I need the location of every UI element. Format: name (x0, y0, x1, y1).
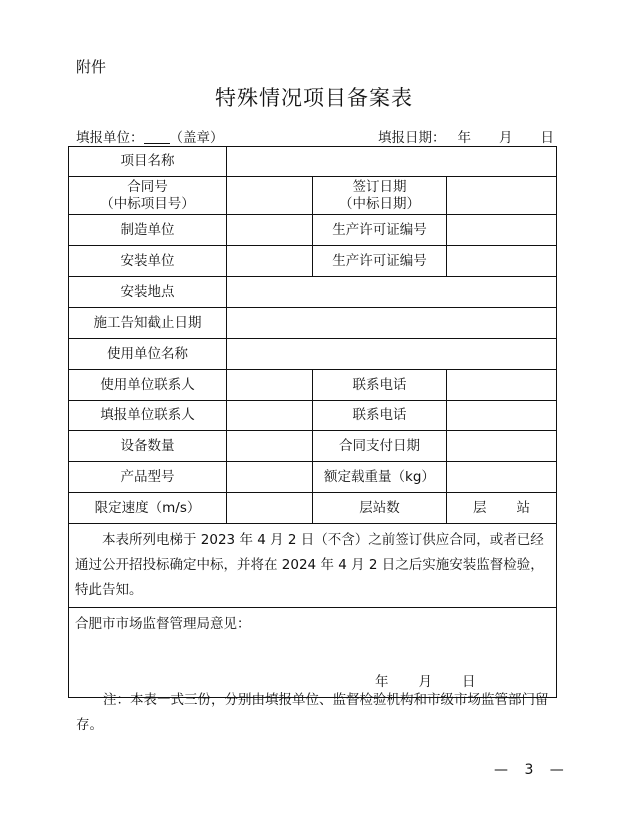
field-floor-stops[interactable] (447, 493, 557, 524)
page-number: — 3 — (494, 762, 570, 778)
label-sign-date-main: 签订日期 (352, 178, 407, 195)
label-sign-date (313, 177, 447, 215)
field-contract-no[interactable] (227, 177, 313, 215)
label-contract-no-sub: （中标项目号） (100, 195, 195, 212)
label-phone-1: 联系电话 (313, 370, 447, 401)
field-user-unit[interactable] (227, 339, 557, 370)
label-reporter-contact: 填报单位联系人 (69, 401, 227, 431)
label-rated-speed: 限定速度（m/s） (69, 493, 227, 524)
reporting-unit-label: 填报单位： (76, 130, 144, 146)
field-sign-date[interactable] (447, 177, 557, 215)
label-notice-deadline: 施工告知截止日期 (69, 308, 227, 339)
label-license-no-2: 生产许可证编号 (313, 246, 447, 277)
opinion-day: 日 (462, 674, 476, 690)
filing-form-table (68, 146, 557, 698)
opinion-month: 月 (418, 674, 432, 690)
stamp-label: （盖章） (169, 130, 224, 146)
label-contract-no-main: 合同号 (127, 178, 168, 195)
field-install-location[interactable] (227, 277, 557, 308)
label-payment-date: 合同支付日期 (313, 431, 447, 462)
label-product-model: 产品型号 (69, 462, 227, 493)
label-installer: 安装单位 (69, 246, 227, 277)
row-contract (69, 177, 557, 215)
opinion-label: 合肥市市场监督管理局意见： (75, 616, 251, 632)
row-manufacturer (69, 215, 557, 246)
label-license-no-1: 生产许可证编号 (313, 215, 447, 246)
row-notice-deadline (69, 308, 557, 339)
field-license-no-1[interactable] (447, 215, 557, 246)
row-user-unit (69, 339, 557, 370)
field-reporter-contact[interactable] (227, 401, 313, 431)
field-product-model[interactable] (227, 462, 313, 493)
date-year: 年 (457, 130, 471, 146)
field-license-no-2[interactable] (447, 246, 557, 277)
footnote: 注：本表一式三份，分别由填报单位、监督检验机构和市级市场监管部门留存。 (76, 692, 549, 733)
row-product (69, 462, 557, 493)
reporting-date-label: 填报日期： (378, 130, 446, 146)
stop-unit: 站 (516, 499, 530, 516)
attachment-label: 附件 (76, 58, 107, 76)
label-rated-load: 额定载重量（kg） (313, 462, 447, 493)
row-equipment (69, 431, 557, 462)
row-installer (69, 246, 557, 277)
label-manufacturer: 制造单位 (69, 215, 227, 246)
field-installer[interactable] (227, 246, 313, 277)
label-sign-date-sub: （中标日期） (339, 195, 420, 212)
row-project-name (69, 147, 557, 177)
field-payment-date[interactable] (447, 431, 557, 462)
reporting-date-line (378, 126, 554, 146)
row-install-location (69, 277, 557, 308)
field-rated-load[interactable] (447, 462, 557, 493)
row-opinion (69, 608, 557, 698)
field-rated-speed[interactable] (227, 493, 313, 524)
date-month: 月 (499, 130, 513, 146)
notice-text: 本表所列电梯于 2023 年 4 月 2 日（不含）之前签订供应合同，或者已经通过公开招投标确定中标，并将在 2024 年 4 月 2 日之后实施安装监督检验，特此告知。 (69, 524, 557, 608)
field-manufacturer[interactable] (227, 215, 313, 246)
label-floor-stops: 层站数 (313, 493, 447, 524)
reporting-unit-line (76, 126, 224, 146)
label-project-name: 项目名称 (69, 147, 227, 177)
field-phone-1[interactable] (447, 370, 557, 401)
field-equipment-count[interactable] (227, 431, 313, 462)
label-install-location: 安装地点 (69, 277, 227, 308)
form-title: 特殊情况项目备案表 (215, 86, 413, 110)
floor-unit: 层 (473, 499, 487, 516)
label-contract-no (69, 177, 227, 215)
opinion-cell[interactable] (69, 608, 557, 698)
field-user-contact[interactable] (227, 370, 313, 401)
date-day: 日 (540, 130, 554, 146)
label-equipment-count: 设备数量 (69, 431, 227, 462)
field-notice-deadline[interactable] (227, 308, 557, 339)
row-speed (69, 493, 557, 524)
label-user-contact: 使用单位联系人 (69, 370, 227, 401)
row-notice (69, 524, 557, 608)
field-phone-2[interactable] (447, 401, 557, 431)
reporting-unit-blank (144, 130, 170, 144)
row-reporter-contact (69, 401, 557, 431)
row-user-contact (69, 370, 557, 401)
field-project-name[interactable] (227, 147, 557, 177)
label-user-unit: 使用单位名称 (69, 339, 227, 370)
label-phone-2: 联系电话 (313, 401, 447, 431)
opinion-year: 年 (375, 674, 389, 690)
